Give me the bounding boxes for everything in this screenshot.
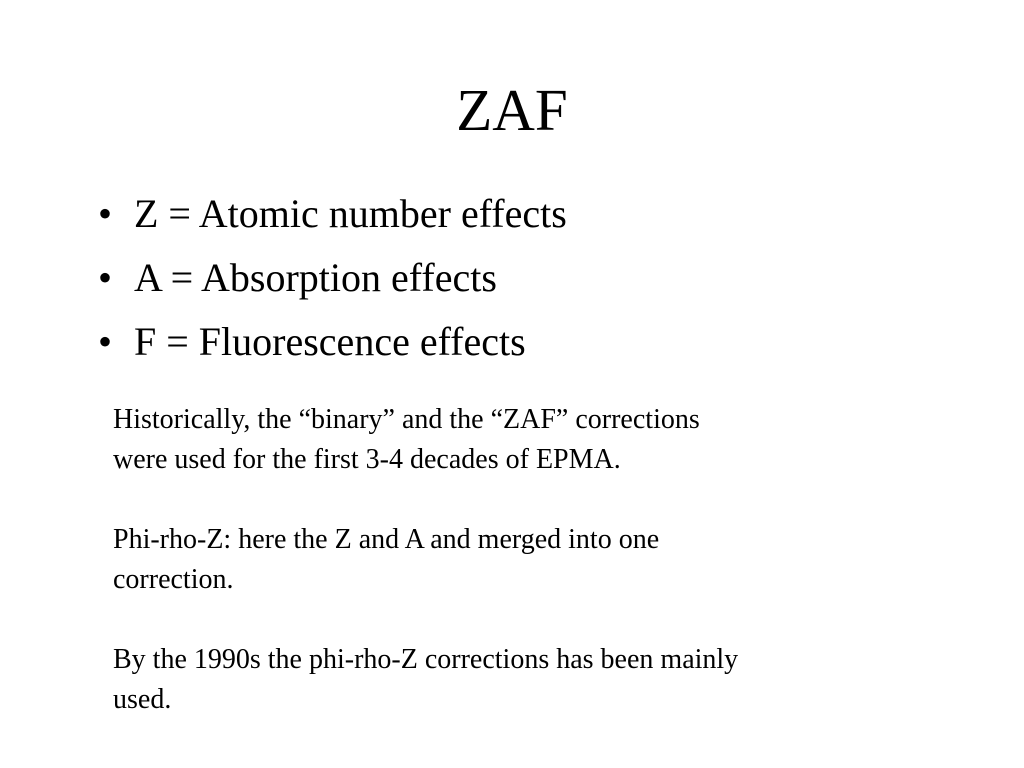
notes-text-box — [113, 400, 913, 720]
bullet-item-a — [98, 246, 567, 310]
note-paragraph-1990s: By the 1990s the phi-rho-Z corrections has been mainly used. — [113, 644, 739, 715]
bullet-item-f — [98, 310, 567, 374]
bullet-text: A = Absorption effects — [134, 255, 497, 300]
bullet-item-z — [98, 182, 567, 246]
note-paragraph-history: Historically, the “binary” and the “ZAF” corrections were used for the first 3-4 decades of EPMA. — [113, 404, 700, 475]
bullet-text: Z = Atomic number effects — [134, 191, 567, 236]
bullet-dot: • — [98, 191, 113, 236]
bullet-dot: • — [98, 319, 113, 364]
bullet-dot: • — [98, 255, 113, 300]
bullet-text: F = Fluorescence effects — [134, 319, 526, 364]
slide-title: ZAF — [456, 77, 568, 143]
bullet-list — [98, 182, 567, 374]
note-paragraph-phi-rho-z: Phi-rho-Z: here the Z and A and merged into one correction. — [113, 524, 660, 595]
